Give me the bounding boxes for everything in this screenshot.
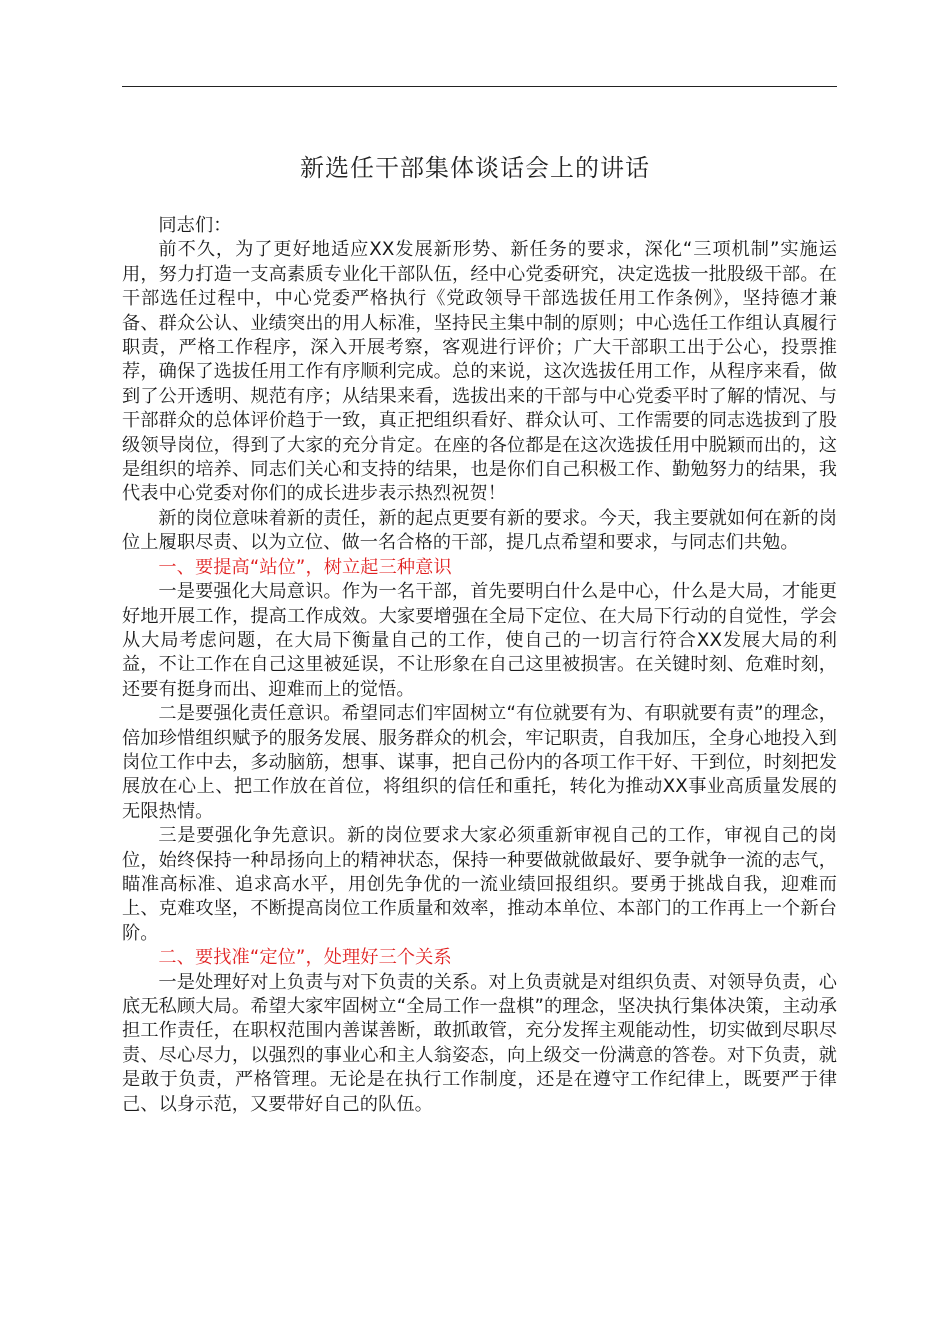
salutation: 同志们： bbox=[158, 215, 232, 236]
body-paragraph: 前不久，为了更好地适应XX发展新形势、新任务的要求，深化“三项机制”实施运用，努力打造一支高素质专业化干部队伍，经中心党委研究，决定选拔一批股级干部。在干部选任过程中，中心党委严格执行《党政领导干部选拔任用工作条例》，坚持德才兼备、群众公认、业绩突出的用人标准，坚持民主集中制的原则；中心选任工作组认真履行职责，严格工作程序，深入开展考察，客观进行评价；广大干部职工出于公心，投票推荐，确保了选拔任用工作有序顺利完成。总的来说，这次选拔任用工作，从程序来看，做到了公开透明、规范有序；从结果来看，选拔出来的干部与中心党委平时了解的情况、与干部群众的总体评价趋于一致，真正把组织看好、群众认可、工作需要的同志选拔到了股级领导岗位，得到了大家的充分肯定。在座的各位都是在这次选拔任用中脱颖而出的，这是组织的培养、同志们关心和支持的结果，也是你们自己积极工作、勤勉努力的结果，我代表中心党委对你们的成长进步表示热烈祝贺！ bbox=[122, 239, 837, 505]
section-heading: 二、要找准“定位”，处理好三个关系 bbox=[158, 947, 452, 969]
body-paragraph: 二是要强化责任意识。希望同志们牢固树立“有位就要有为、有职就要有责”的理念，倍加珍惜组织赋予的服务发展、服务群众的机会，牢记职责，自我加压，全身心地投入到岗位工作中去，多动脑筋，想事、谋事，把自己份内的各项工作干好、干到位，时刻把发展放在心上、把工作放在首位，将组织的信任和重托，转化为推动XX事业高质量发展的无限热情。 bbox=[122, 703, 837, 822]
body-paragraph: 一是要强化大局意识。作为一名干部，首先要明白什么是中心，什么是大局，才能更好地开展工作，提高工作成效。大家要增强在全局下定位、在大局下行动的自觉性，学会从大局考虑问题，在大局下衡量自己的工作，使自己的一切言行符合XX发展大局的利益，不让工作在自己这里被延误，不让形象在自己这里被损害。在关键时刻、危难时刻，还要有挺身而出、迎难而上的觉悟。 bbox=[122, 581, 837, 700]
body-paragraph: 三是要强化争先意识。新的岗位要求大家必须重新审视自己的工作，审视自己的岗位，始终保持一种昂扬向上的精神状态，保持一种要做就做最好、要争就争一流的志气，瞄准高标准、追求高水平，用创先争优的一流业绩回报组织。要勇于挑战自我，迎难而上、克难攻坚，不断提高岗位工作质量和效率，推动本单位、本部门的工作再上一个新台阶。 bbox=[122, 825, 837, 944]
body-paragraph: 新的岗位意味着新的责任，新的起点更要有新的要求。今天，我主要就如何在新的岗位上履职尽责、以为立位、做一名合格的干部，提几点希望和要求，与同志们共勉。 bbox=[122, 507, 837, 554]
document-body bbox=[122, 214, 837, 1117]
header-rule bbox=[122, 86, 837, 87]
section-heading: 一、要提高“站位”，树立起三种意识 bbox=[158, 556, 452, 578]
body-paragraph: 一是处理好对上负责与对下负责的关系。对上负责就是对组织负责、对领导负责，心底无私顾大局。希望大家牢固树立“全局工作一盘棋”的理念，坚决执行集体决策，主动承担工作责任，在职权范围内善谋善断，敢抓敢管，充分发挥主观能动性，切实做到尽职尽责、尽心尽力，以强烈的事业心和主人翁姿态，向上级交一份满意的答卷。对下负责，就是敢于负责，严格管理。无论是在执行工作制度，还是在遵守工作纪律上，既要严于律己、以身示范，又要带好自己的队伍。 bbox=[122, 971, 837, 1115]
page-title: 新选任干部集体谈话会上的讲话 bbox=[300, 154, 650, 182]
